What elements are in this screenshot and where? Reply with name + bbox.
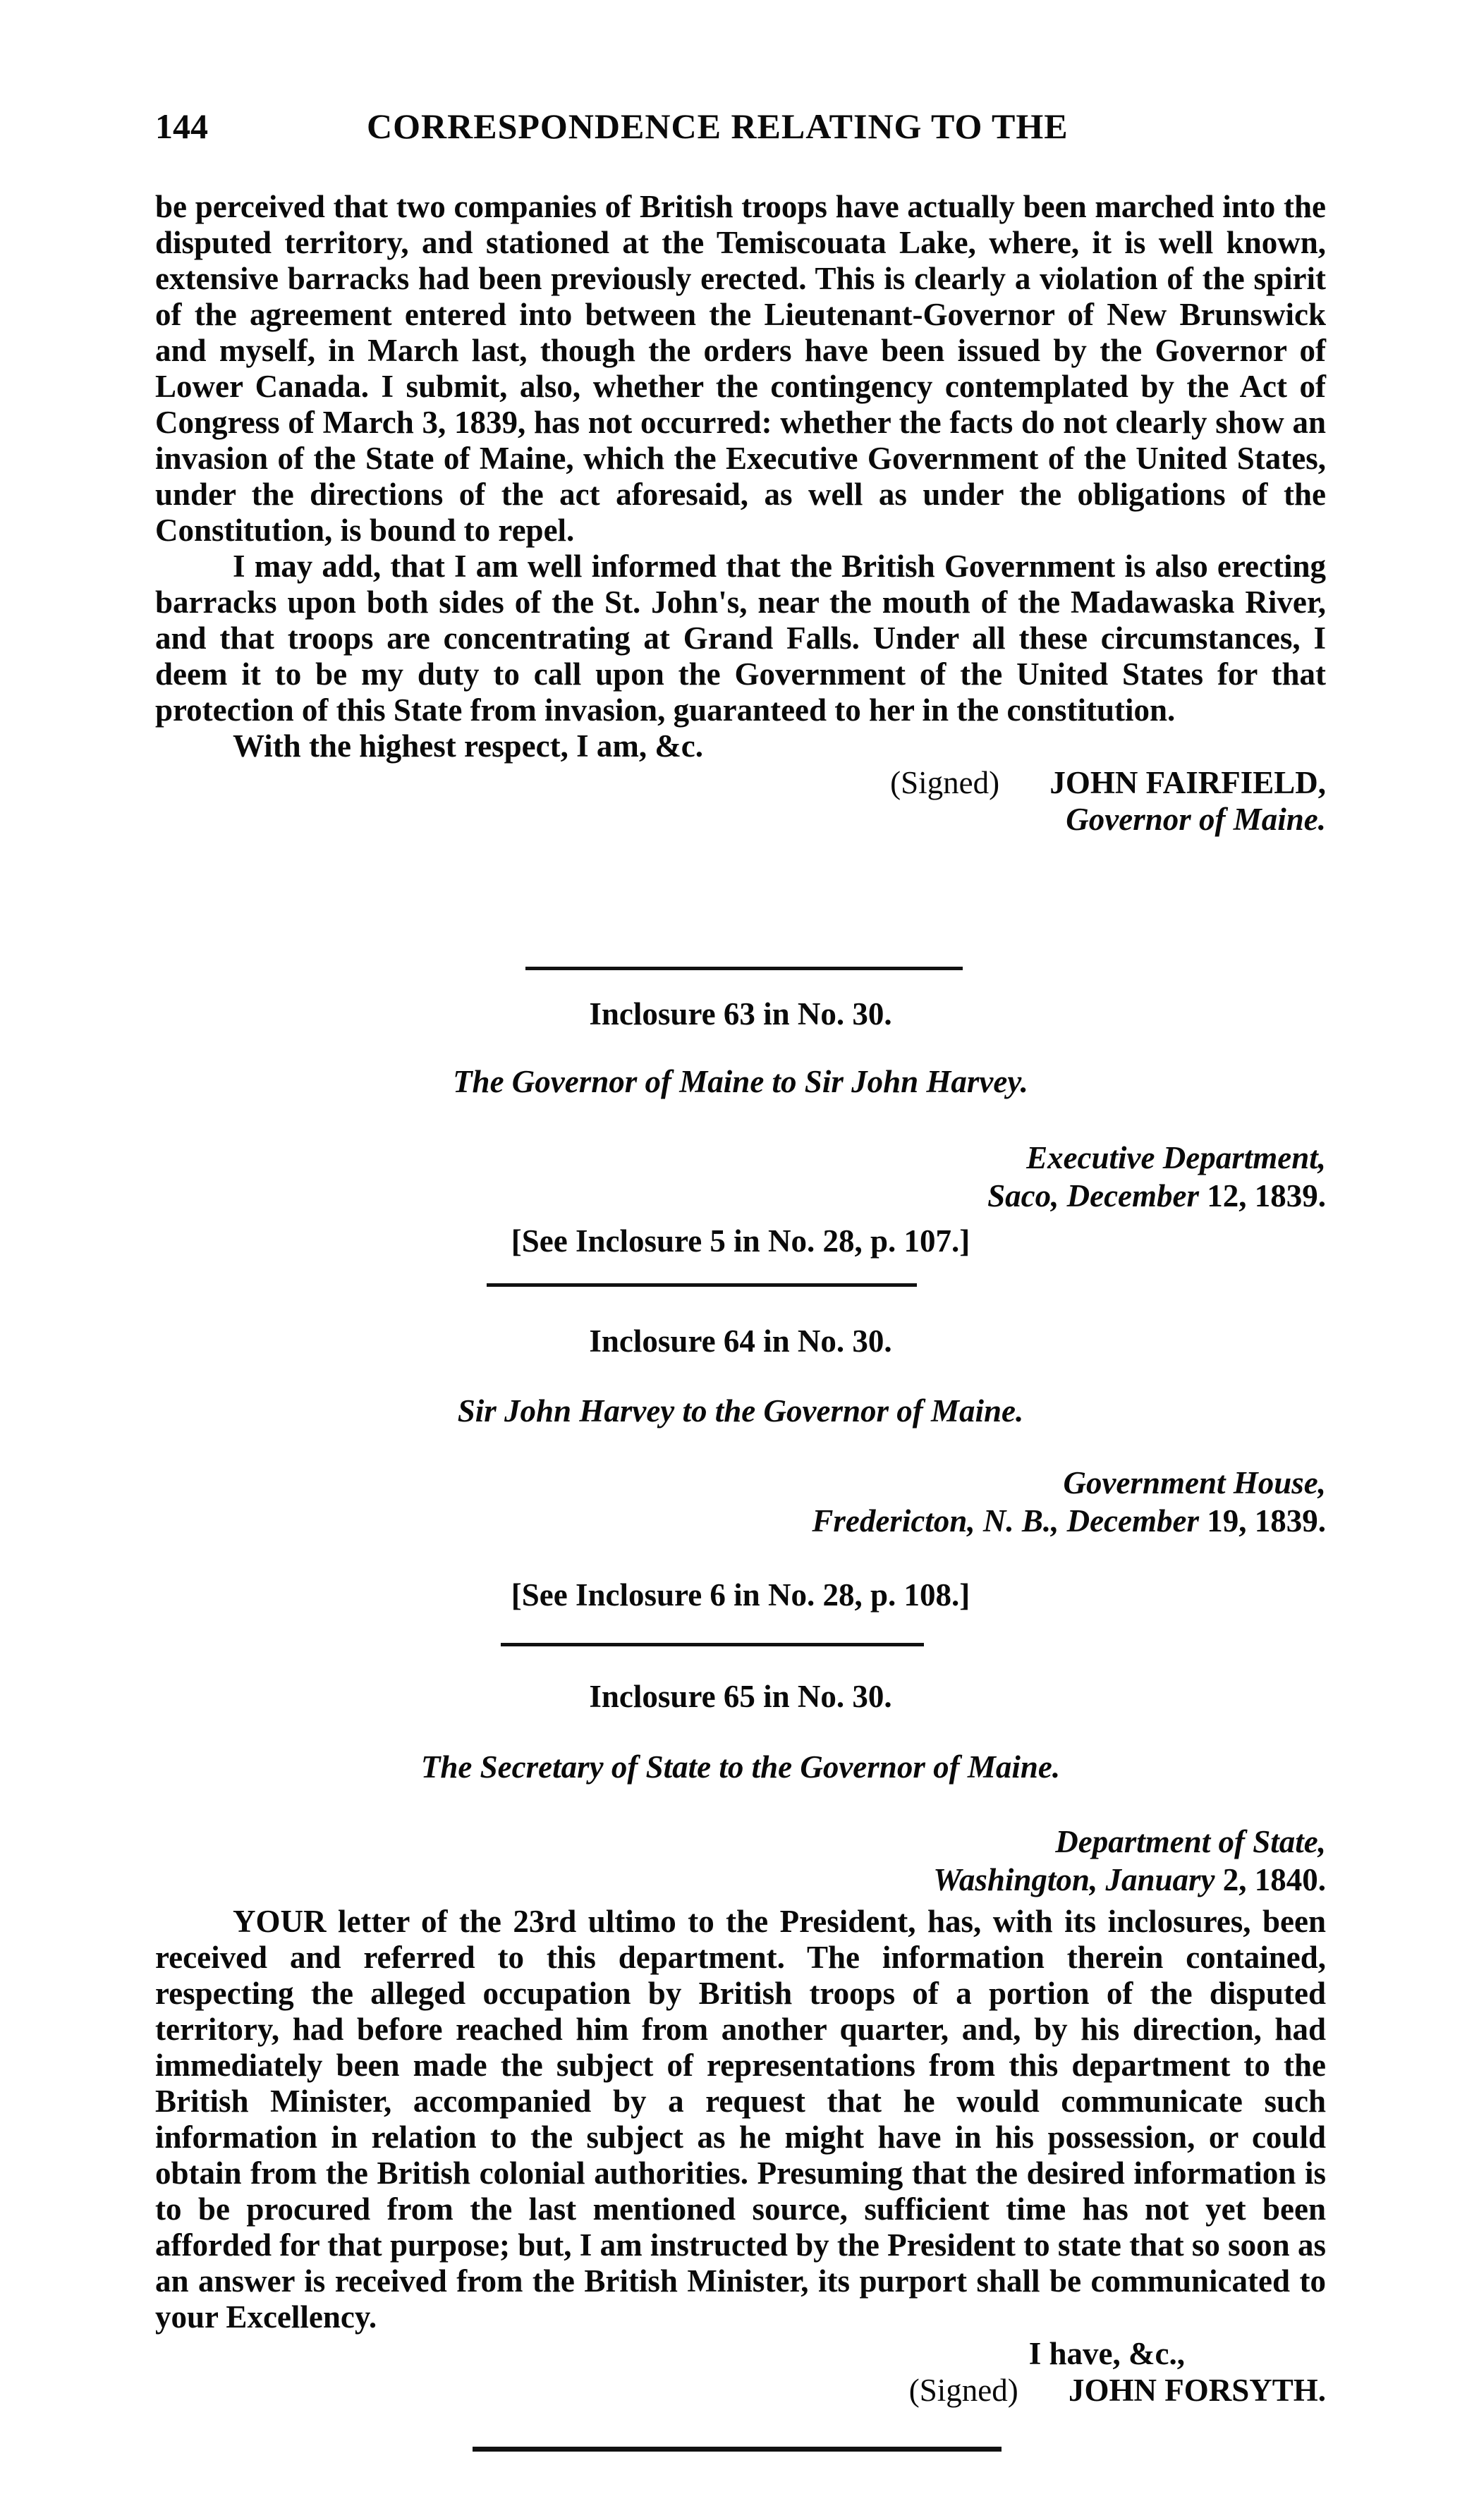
- dateline-place: Executive Department,: [1026, 1140, 1326, 1175]
- letter-paragraph: be perceived that two companies of British troops have actually been marched into the disputed territory, and stationed at the Temiscouata Lake, where, it is well known, extensive barracks had been previously erected. This is clearly a violation of the spirit of the agreement entered into between the Lieutenant-Governor of New Brunswick and myself, in March last, though the orders have been issued by the Governor of Lower Canada. I submit, also, whether the contingency contemplated by the Act of Congress of March 3, 1839, has not occurred: whether the facts do not clearly show an invasion of the State of Maine, which the Executive Government of the United States, under the directions of the act aforesaid, as well as under the obligations of the Constitution, is bound to repel.: [155, 189, 1326, 548]
- dateline-date: Saco, December 12, 1839.: [987, 1178, 1326, 1213]
- inclosure-title: The Secretary of State to the Governor of Maine.: [420, 1749, 1061, 1785]
- section-divider: [525, 967, 963, 970]
- dateline-date: Washington, January 2, 1840.: [933, 1862, 1326, 1897]
- signer-name: JOHN FORSYTH.: [1068, 2373, 1326, 2408]
- closing-line: With the highest respect, I am, &c.: [233, 728, 704, 764]
- signer-name: JOHN FAIRFIELD,: [1049, 765, 1326, 800]
- letter-paragraph: I may add, that I am well informed that the British Government is also erecting barracks upon both sides of the St. John's, near the mouth of the Madawaska River, and that troops are concentrating at Grand Falls. Under all these circumstances, I deem it to be my duty to call upon the Government of the United States for that protection of this State from invasion, guaranteed to her in the constitution.: [155, 549, 1326, 728]
- page-number: 144: [155, 106, 208, 146]
- inclosure-title: The Governor of Maine to Sir John Harvey.: [453, 1064, 1028, 1099]
- see-reference: [See Inclosure 5 in No. 28, p. 107.]: [511, 1223, 970, 1259]
- inclosure-heading: Inclosure 65 in No. 30.: [589, 1679, 892, 1714]
- section-divider: [501, 1643, 924, 1646]
- inclosure-heading: Inclosure 64 in No. 30.: [589, 1323, 892, 1359]
- inclosure-dateline: [155, 1823, 1326, 1899]
- inclosure-dateline: [155, 1139, 1326, 1215]
- dateline-place: Government House,: [1063, 1465, 1326, 1500]
- running-head: CORRESPONDENCE RELATING TO THE: [367, 106, 1069, 146]
- page-header: [155, 106, 1354, 162]
- signature-line: [155, 764, 1326, 801]
- signed-label: (Signed): [890, 765, 1000, 800]
- signature-line: [155, 2372, 1326, 2409]
- inclosure-dateline: [155, 1464, 1326, 1540]
- letter-paragraph: YOUR letter of the 23rd ultimo to the President, has, with its inclosures, been received and referred to this department. The information therein contained, respecting the alleged occupation by British troops of a portion of the disputed territory, had before reached him from another quarter, and, by his direction, had immediately been made the subject of representations from this department to the British Minister, accompanied by a request that he would communicate such information in relation to the subject as he might have in his possession, or could obtain from the British colonial authorities. Presuming that the desired information is to be procured from the last mentioned source, sufficient time has not yet been afforded for that purpose; but, I am instructed by the President to state that so soon as an answer is received from the British Minister, its purport shall be communicated to your Excellency.: [155, 1904, 1326, 2335]
- dateline-date: Fredericton, N. B., December 19, 1839.: [812, 1503, 1326, 1539]
- section-divider: [473, 2447, 1002, 2452]
- inclosure-heading: Inclosure 63 in No. 30.: [589, 996, 892, 1032]
- signer-title: Governor of Maine.: [1066, 802, 1326, 837]
- inclosure-title: Sir John Harvey to the Governor of Maine.: [457, 1393, 1024, 1429]
- letter-forsyth: [155, 1904, 1326, 2409]
- see-reference: [See Inclosure 6 in No. 28, p. 108.]: [511, 1577, 970, 1613]
- dateline-place: Department of State,: [1055, 1824, 1326, 1859]
- closing-line: I have, &c.,: [1028, 2336, 1185, 2371]
- letter-fairfield: [155, 189, 1326, 838]
- signed-label: (Signed): [908, 2373, 1018, 2408]
- section-divider: [487, 1283, 917, 1287]
